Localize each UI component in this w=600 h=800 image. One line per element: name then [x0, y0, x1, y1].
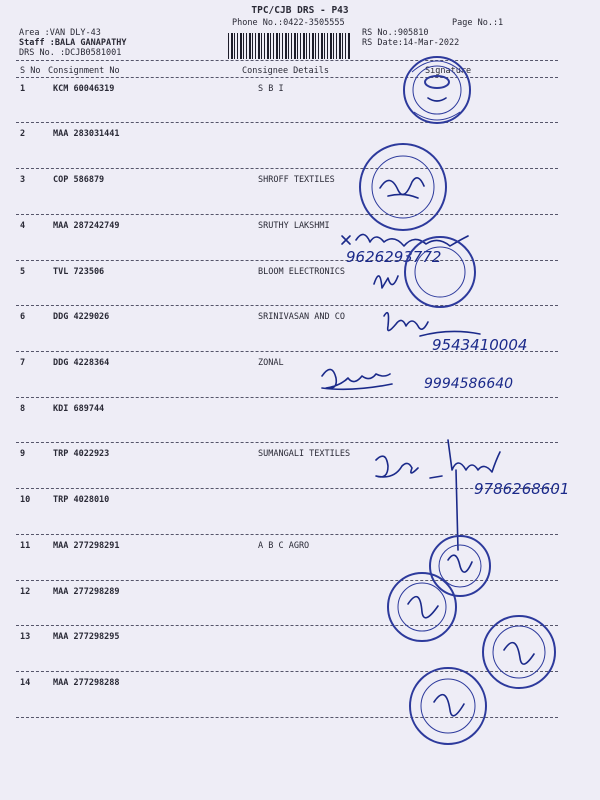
- row-sno: 3: [20, 175, 26, 185]
- row-consignee: BLOOM ELECTRONICS: [258, 267, 345, 277]
- row-sno: 12: [20, 587, 31, 597]
- row-consignment: MAA 277298291: [53, 541, 120, 551]
- rs-number: RS No.:905810: [362, 28, 429, 38]
- col-header-consignment: Consignment No: [48, 66, 120, 76]
- sheet-title: TPC/CJB DRS - P43: [251, 5, 349, 16]
- row-consignment: TRP 4028010: [53, 495, 110, 505]
- row-sno: 10: [20, 495, 31, 505]
- abc-agro-stamp-1: [430, 536, 490, 596]
- row-sno: 8: [20, 404, 26, 414]
- row-sno: 14: [20, 678, 31, 688]
- row-sno: 2: [20, 129, 26, 139]
- rs-date: RS Date:14-Mar-2022: [362, 38, 460, 48]
- row4-phone: 9626293772: [346, 248, 442, 266]
- row-consignment: TVL 723506: [53, 267, 105, 277]
- row-sno: 5: [20, 267, 26, 277]
- area-label: Area :VAN DLY-43: [19, 28, 101, 38]
- row-consignee: SRUTHY LAKSHMI: [258, 221, 330, 231]
- row7-signature: [322, 369, 513, 392]
- row6-phone: 9543410004: [432, 336, 528, 354]
- abc-agro-stamp-2: [388, 573, 456, 641]
- sbi-stamp: [404, 57, 470, 123]
- row-consignee: SRINIVASAN AND CO: [258, 312, 345, 322]
- row-consignment: KDI 689744: [53, 404, 105, 414]
- row-consignment: MAA 287242749: [53, 221, 120, 231]
- page-number: Page No.:1: [452, 18, 504, 28]
- row-consignee: S B I: [258, 84, 284, 94]
- row6-signature: [384, 313, 527, 354]
- row-consignment: MAA 277298288: [53, 678, 120, 688]
- row9-signature: [376, 440, 569, 550]
- phone-number: Phone No.:0422-3505555: [232, 18, 345, 28]
- staff-label: Staff :BALA GANAPATHY: [19, 38, 127, 48]
- row-sno: 4: [20, 221, 26, 231]
- row-consignment: COP 586879: [53, 175, 105, 185]
- col-header-consignee: Consignee Details: [242, 66, 329, 76]
- row-sno: 9: [20, 449, 26, 459]
- row-consignment: TRP 4022923: [53, 449, 110, 459]
- col-header-sno: S No: [20, 66, 41, 76]
- col-header-signature: Signature: [425, 66, 472, 76]
- row-consignee: A B C AGRO: [258, 541, 310, 551]
- row-sno: 11: [20, 541, 31, 551]
- row-consignment: DDG 4229026: [53, 312, 110, 322]
- row-consignment: KCM 60046319: [53, 84, 115, 94]
- abc-agro-stamp-3: [483, 616, 555, 688]
- row-sno: 6: [20, 312, 26, 322]
- row-consignee: SHROFF TEXTILES: [258, 175, 335, 185]
- abc-agro-stamp-4: [410, 668, 486, 744]
- row-consignment: MAA 283031441: [53, 129, 120, 139]
- row-consignment: DDG 4228364: [53, 358, 110, 368]
- row9-phone: 9786268601: [474, 480, 570, 498]
- row-sno: 13: [20, 632, 31, 642]
- row-consignment: MAA 277298289: [53, 587, 120, 597]
- drs-number: DRS No. :DCJB0581001: [19, 48, 122, 58]
- row-consignee: SUMANGALI TEXTILES: [258, 449, 351, 459]
- row-sno: 7: [20, 358, 26, 368]
- shroff-textile-stamp: [360, 144, 446, 230]
- row-consignment: MAA 277298295: [53, 632, 120, 642]
- row-consignee: ZONAL: [258, 358, 284, 368]
- row-sno: 1: [20, 84, 26, 94]
- row7-phone: 9994586640: [424, 376, 514, 392]
